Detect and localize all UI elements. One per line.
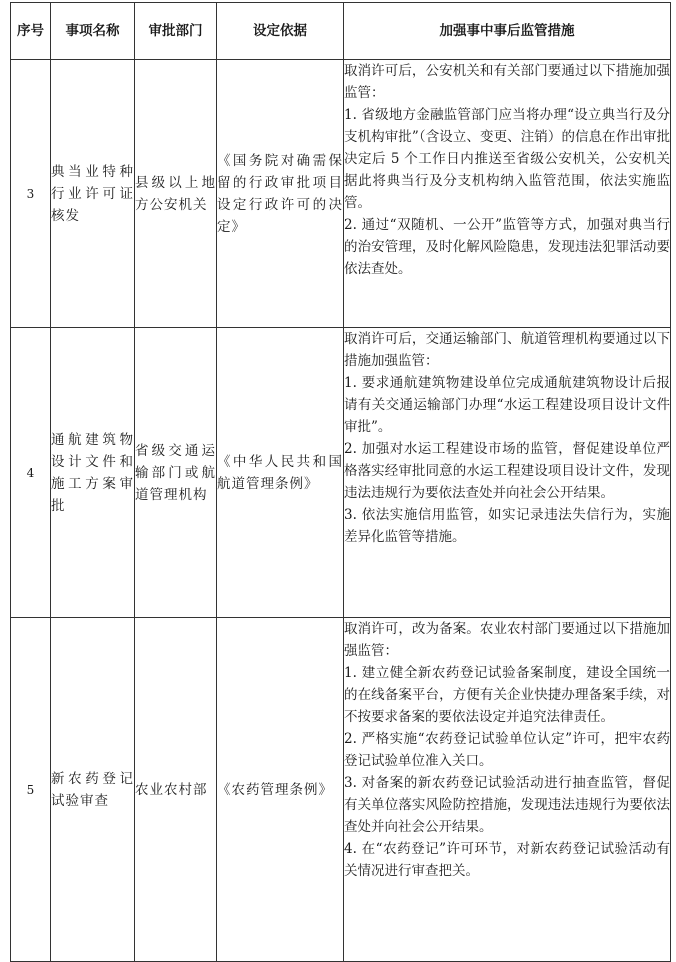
measure-paragraph: 取消许可后，公安机关和有关部门要通过以下措施加强监管： — [344, 63, 670, 101]
legal-basis-cell: 《国务院对确需保留的行政审批项目设定行政许可的决定》 — [217, 60, 344, 328]
supervision-measures-cell — [344, 618, 671, 962]
serial-number-cell: 3 — [11, 60, 51, 328]
table-header-row — [11, 3, 671, 60]
measure-paragraph: 取消许可后，交通运输部门、航道管理机构要通过以下措施加强监管： — [344, 331, 670, 369]
serial-number-cell: 5 — [11, 618, 51, 962]
header-serial-number: 序号 — [11, 3, 51, 60]
item-name-cell: 通航建筑物设计文件和施工方案审批 — [51, 328, 135, 618]
table-row — [11, 60, 671, 328]
table-row — [11, 328, 671, 618]
department-cell: 农业农村部 — [135, 618, 217, 962]
header-item-name: 事项名称 — [51, 3, 135, 60]
department-cell: 县级以上地方公安机关 — [135, 60, 217, 328]
header-legal-basis: 设定依据 — [217, 3, 344, 60]
measure-paragraph: 2. 加强对水运工程建设市场的监管，督促建设单位严格落实经审批同意的水运工程建设项目设计文件，发现违法违规行为要依法查处并向社会公开结果。 — [344, 441, 670, 501]
measure-paragraph: 3. 对备案的新农药登记试验活动进行抽查监管，督促有关单位落实风险防控措施，发现违法违规行为要依法查处并向社会公开结果。 — [344, 775, 670, 835]
legal-basis-cell: 《农药管理条例》 — [217, 618, 344, 962]
measure-paragraph: 3. 依法实施信用监管，如实记录违法失信行为，实施差异化监管等措施。 — [344, 507, 670, 545]
header-supervision-measures: 加强事中事后监管措施 — [344, 3, 671, 60]
measure-paragraph: 1. 省级地方金融监管部门应当将办理“设立典当行及分支机构审批”（含设立、变更、注销）的信息在作出审批决定后 5 个工作日内推送至省级公安机关，公安机关据此将典当行及分支机构纳入监管范围，依法实施监管。 — [344, 107, 670, 211]
item-name-cell: 典当业特种行业许可证核发 — [51, 60, 135, 328]
department-cell: 省级交通运输部门或航道管理机构 — [135, 328, 217, 618]
table-row — [11, 618, 671, 962]
supervision-measures-cell — [344, 328, 671, 618]
measure-paragraph: 1. 建立健全新农药登记试验备案制度，建设全国统一的在线备案平台，方便有关企业快捷办理备案手续，对不按要求备案的要依法设定并追究法律责任。 — [344, 665, 670, 725]
measure-paragraph: 2. 通过“双随机、一公开”监管等方式，加强对典当行的治安管理，及时化解风险隐患，发现违法犯罪活动要依法查处。 — [344, 217, 670, 277]
item-name-cell: 新农药登记试验审查 — [51, 618, 135, 962]
header-approval-department: 审批部门 — [135, 3, 217, 60]
measure-paragraph: 取消许可，改为备案。农业农村部门要通过以下措施加强监管： — [344, 621, 670, 659]
supervision-measures-cell — [344, 60, 671, 328]
legal-basis-cell: 《中华人民共和国航道管理条例》 — [217, 328, 344, 618]
measure-paragraph: 2. 严格实施“农药登记试验单位认定”许可，把牢农药登记试验单位准入关口。 — [344, 731, 670, 769]
approval-items-table — [10, 2, 671, 962]
measure-paragraph: 1. 要求通航建筑物建设单位完成通航建筑物设计后报请有关交通运输部门办理“水运工程建设项目设计文件审批”。 — [344, 375, 670, 435]
serial-number-cell: 4 — [11, 328, 51, 618]
measure-paragraph: 4. 在“农药登记”许可环节，对新农药登记试验活动有关情况进行审查把关。 — [344, 841, 670, 879]
